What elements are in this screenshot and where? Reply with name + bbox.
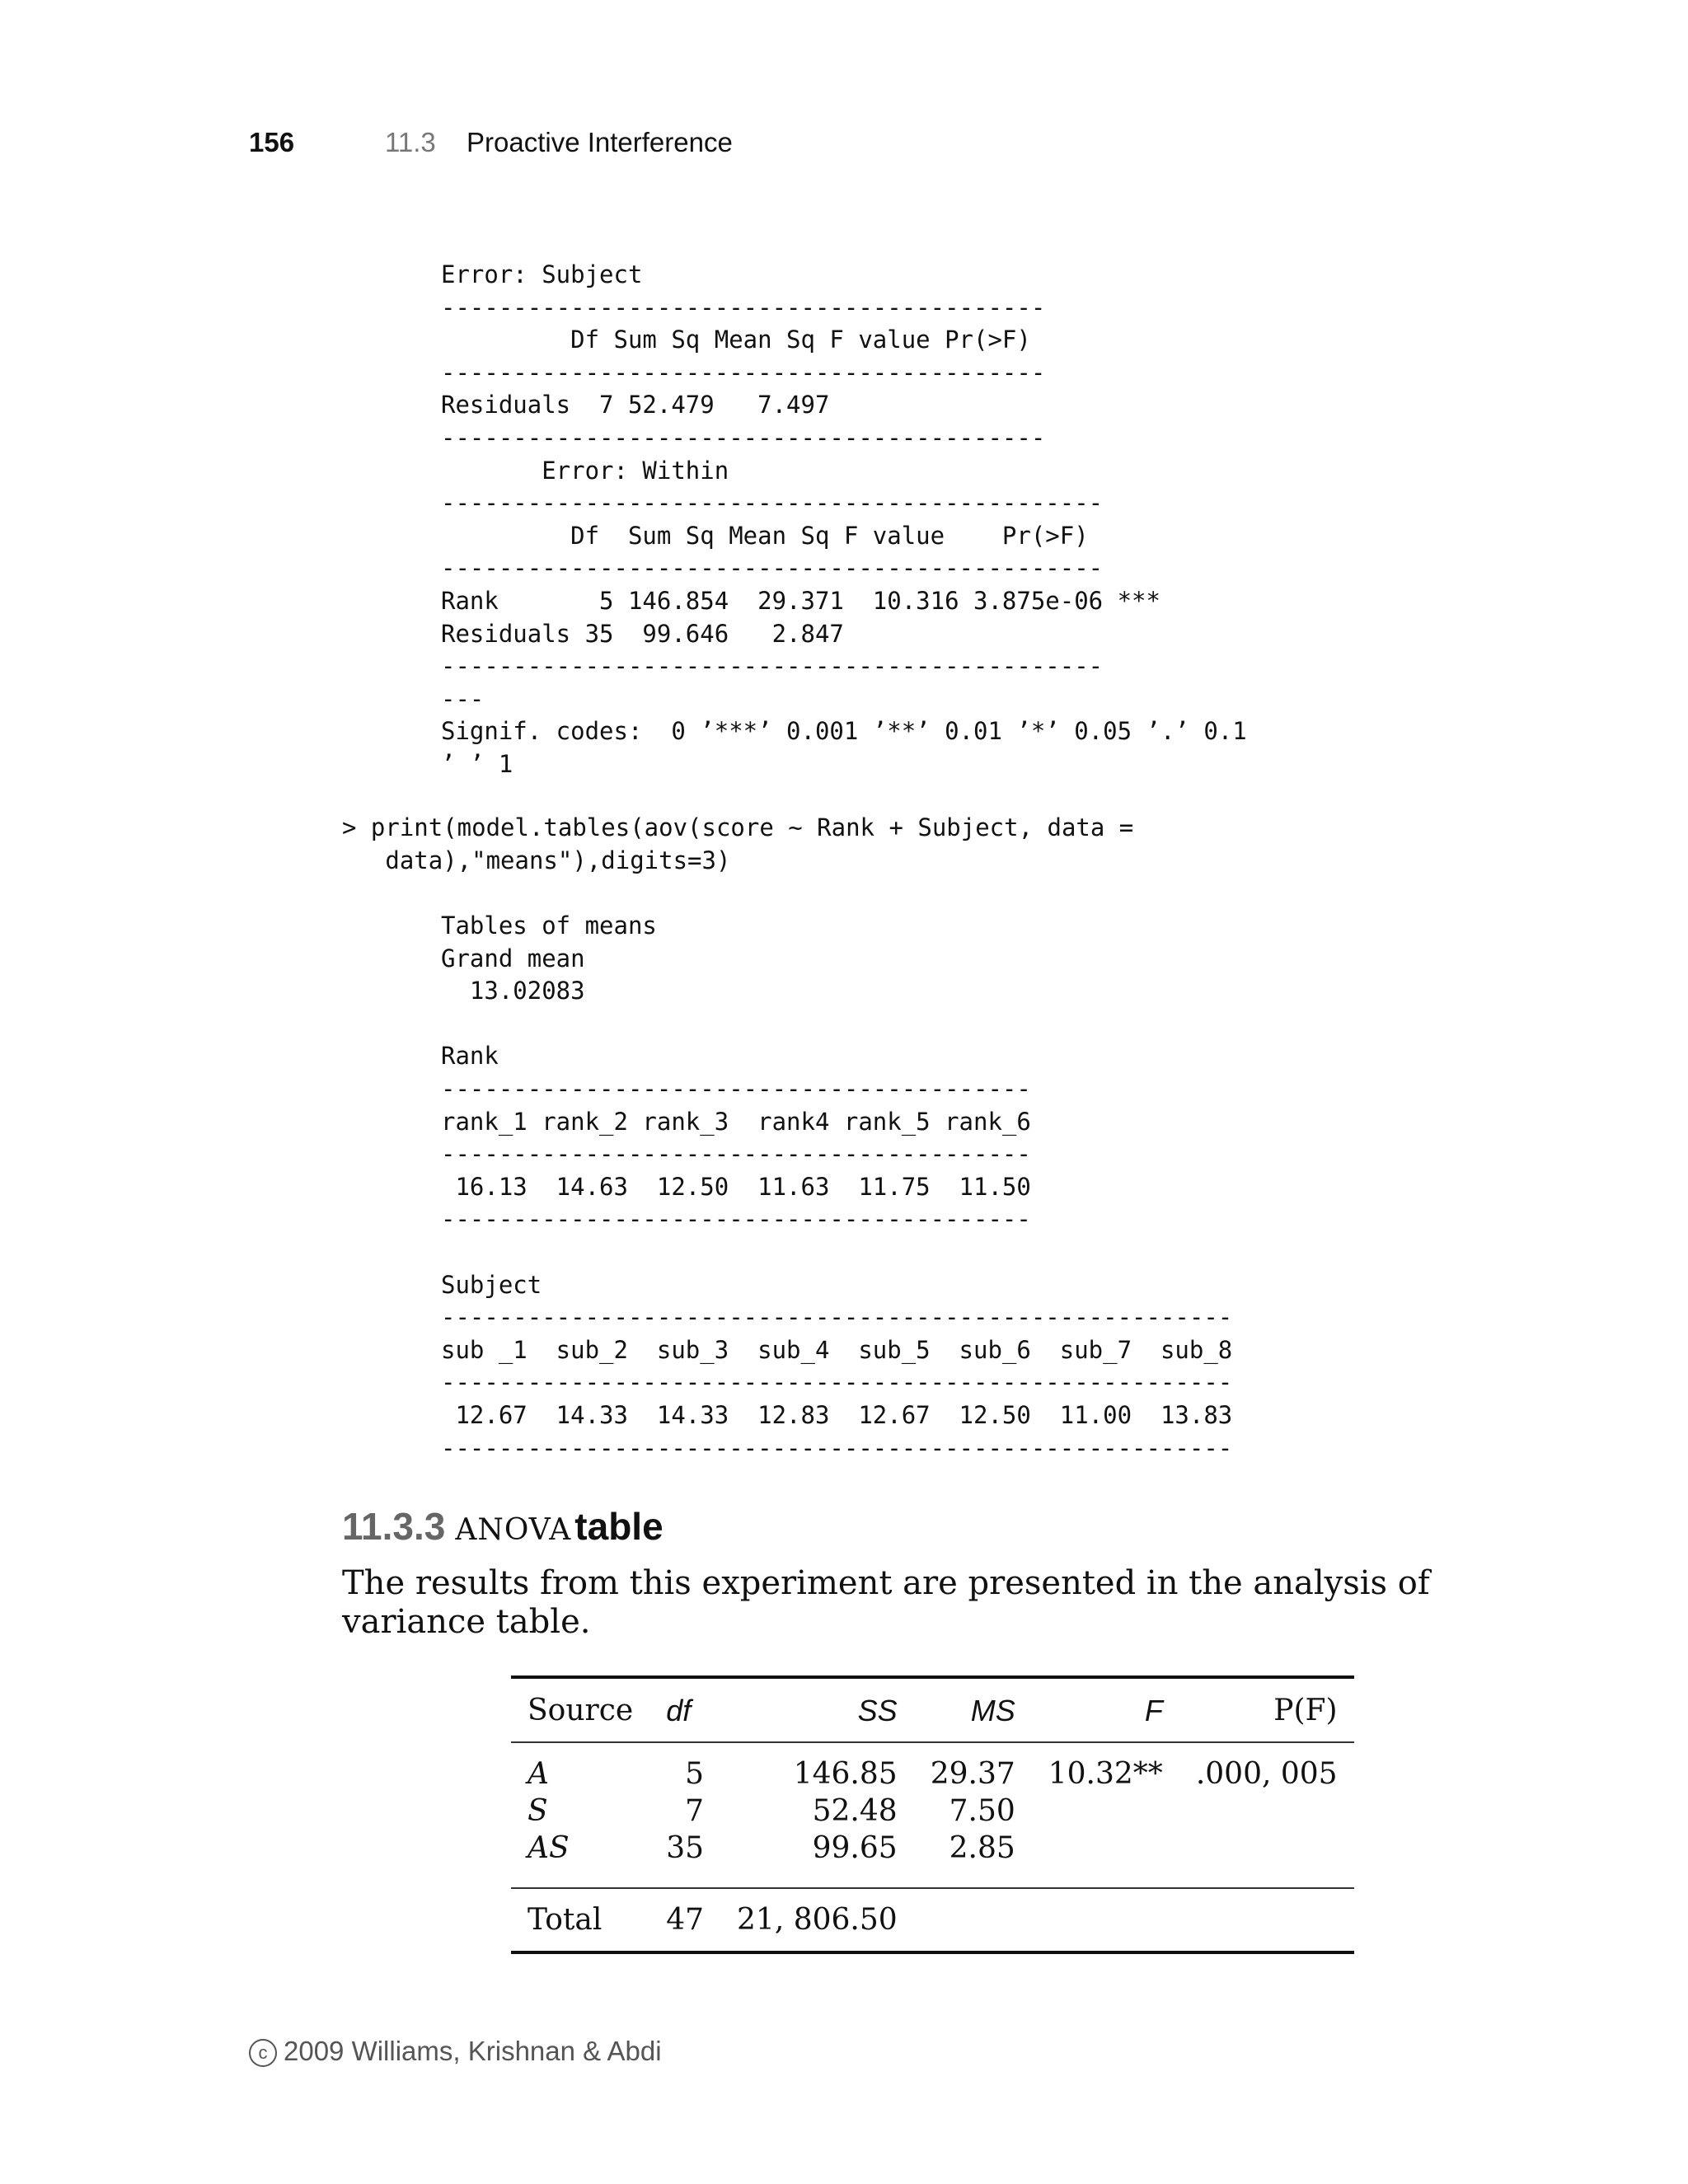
p-cell: [1179, 1830, 1354, 1888]
source-cell: AS: [528, 1831, 570, 1865]
code-line: Signif. codes: 0 ’***’ 0.001 ’**’ 0.01 ’*’ 0.05 ’.’ 0.1: [441, 717, 1247, 746]
df-cell: 7: [685, 1794, 705, 1828]
code-line: -----------------------------------------: [441, 1074, 1031, 1103]
table-row: [511, 1742, 1354, 1793]
header-source: Source: [511, 1677, 649, 1742]
anova-output-block: [441, 259, 1247, 781]
total-ss: 21, 806.50: [720, 1888, 914, 1952]
header-ms: MS: [914, 1677, 1032, 1742]
copyright-icon: c: [249, 2039, 277, 2067]
code-line: Df Sum Sq Mean Sq F value Pr(>F): [441, 326, 1031, 354]
code-line: > print(model.tables(aov(score ~ Rank + Subject, data =: [342, 813, 1134, 841]
total-df: 47: [649, 1888, 720, 1952]
code-line: ------------------------------------------: [441, 293, 1046, 321]
code-line: Residuals 7 52.479 7.497: [441, 391, 830, 419]
copyright-text: 2009 Williams, Krishnan & Abdi: [284, 2036, 662, 2066]
code-line: rank_1 rank_2 rank_3 rank4 rank_5 rank_6: [441, 1107, 1031, 1136]
ms-cell: 2.85: [949, 1831, 1015, 1865]
code-line: ------------------------------------------: [441, 423, 1046, 452]
f-cell: [1032, 1830, 1179, 1888]
p-cell: [1179, 1793, 1354, 1830]
table-total-row: [511, 1888, 1354, 1952]
code-line: Error: Subject: [441, 260, 643, 288]
body-paragraph: The results from this experiment are presented in the analysis of variance table.: [342, 1564, 1430, 1641]
code-line: Rank: [441, 1042, 499, 1071]
ms-cell: 7.50: [949, 1794, 1015, 1828]
table-row: [511, 1830, 1354, 1888]
code-line: 13.02083: [441, 977, 585, 1005]
table-row: [511, 1793, 1354, 1830]
means-output-block: [441, 910, 1232, 1465]
code-line: ’ ’ 1: [441, 749, 513, 778]
code-line: 16.13 14.63 12.50 11.63 11.75 11.50: [441, 1172, 1031, 1201]
source-cell: A: [528, 1757, 549, 1791]
code-line: Tables of means: [441, 912, 657, 940]
code-line: [441, 1008, 1232, 1041]
code-line: -------------------------------------------------------: [441, 1368, 1233, 1397]
code-line: ----------------------------------------------: [441, 554, 1104, 583]
code-line: -----------------------------------------: [441, 1140, 1031, 1169]
code-line: -----------------------------------------: [441, 1205, 1031, 1234]
r-command: [342, 812, 1133, 877]
anova-table: [511, 1675, 1354, 1954]
f-cell: 10.32**: [1048, 1757, 1163, 1791]
ss-cell: 99.65: [812, 1831, 898, 1865]
code-line: ------------------------------------------: [441, 358, 1046, 387]
ss-cell: 52.48: [812, 1794, 898, 1828]
code-line: -------------------------------------------------------: [441, 1303, 1233, 1332]
ms-cell: 29.37: [930, 1757, 1015, 1791]
df-cell: 5: [685, 1757, 705, 1791]
code-line: 12.67 14.33 14.33 12.83 12.67 12.50 11.00 13.83: [441, 1400, 1233, 1429]
code-line: Df Sum Sq Mean Sq F value Pr(>F): [441, 521, 1089, 550]
header-p: P(F): [1179, 1677, 1354, 1742]
code-line: Subject: [441, 1270, 542, 1299]
empty-cell: [1032, 1888, 1179, 1952]
page-number: 156: [249, 127, 295, 157]
code-line: ---: [441, 684, 485, 713]
code-line: Rank 5 146.854 29.371 10.316 3.875e-06 ***: [441, 586, 1160, 615]
table-header-row: [511, 1677, 1354, 1742]
subsection-number: 11.3.3: [342, 1505, 446, 1548]
header-ss: SS: [720, 1677, 914, 1742]
code-line: Residuals 35 99.646 2.847: [441, 619, 844, 648]
code-line: -------------------------------------------------------: [441, 1433, 1233, 1462]
code-line: ----------------------------------------------: [441, 489, 1104, 518]
code-line: [441, 1236, 1232, 1269]
subsection-anova: ANOVA: [455, 1513, 572, 1547]
code-line: data),"means"),digits=3): [342, 846, 731, 874]
code-line: ----------------------------------------------: [441, 652, 1104, 681]
section-number: 11.3: [385, 127, 436, 157]
header-f: F: [1032, 1677, 1179, 1742]
subsection-heading: [342, 1504, 663, 1549]
empty-cell: [1179, 1888, 1354, 1952]
empty-cell: [914, 1888, 1032, 1952]
section-title: Proactive Interference: [467, 127, 733, 157]
code-line: Error: Within: [441, 456, 729, 485]
copyright-footer: [249, 2036, 662, 2067]
code-line: Grand mean: [441, 944, 585, 972]
df-cell: 35: [666, 1831, 705, 1865]
subsection-word: table: [574, 1505, 663, 1548]
source-cell: S: [528, 1794, 548, 1828]
f-cell: [1032, 1793, 1179, 1830]
header-df: df: [649, 1677, 720, 1742]
p-cell: .000, 005: [1195, 1757, 1338, 1791]
ss-cell: 146.85: [793, 1757, 898, 1791]
total-label: Total: [511, 1888, 649, 1952]
code-line: sub _1 sub_2 sub_3 sub_4 sub_5 sub_6 sub_7 sub_8: [441, 1335, 1233, 1364]
